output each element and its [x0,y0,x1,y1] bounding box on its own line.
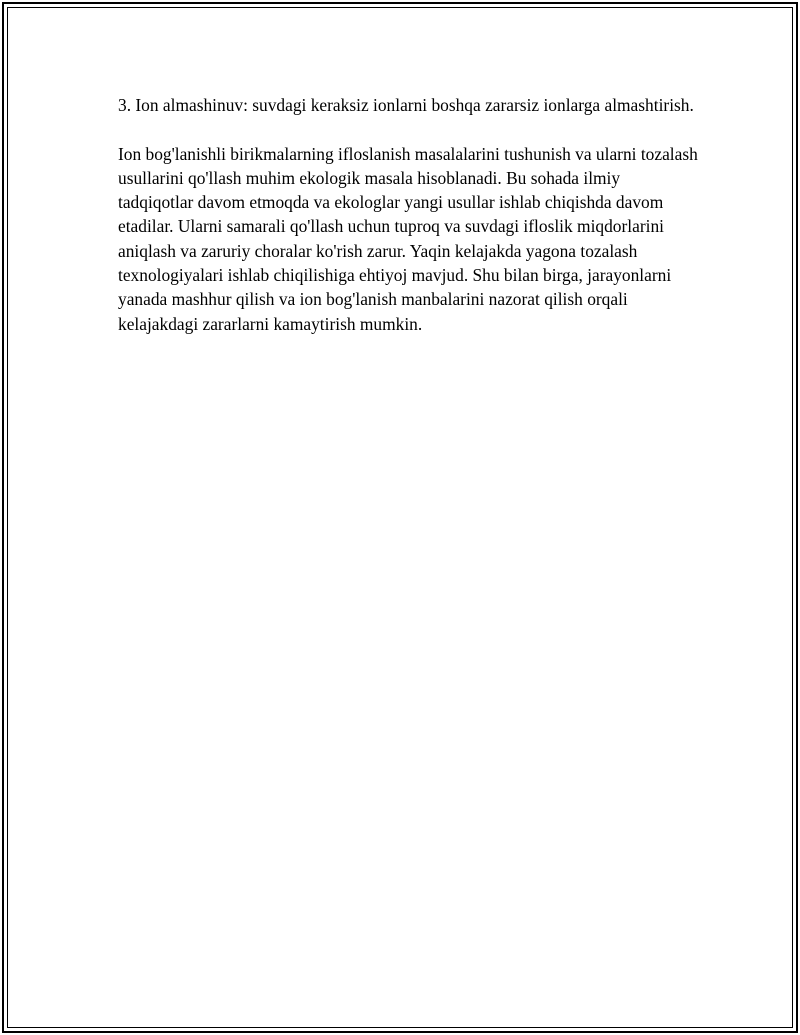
document-body [118,93,698,336]
paragraph-conclusion: Ion bog'lanishli birikmalarning ifloslanish masalalarini tushunish va ularni tozalash usullarini qo'llash muhim ekologik masala hisoblanadi. Bu sohada ilmiy tadqiqotlar davom etmoqda va ekologlar yangi usullar ishlab chiqishda davom etadilar. Ularni samarali qo'llash uchun tuproq va suvdagi ifloslik miqdorlarini aniqlash va zaruriy choralar ko'rish zarur. Yaqin kelajakda yagona tozalash texnologiyalari ishlab chiqilishiga ehtiyoj mavjud. Shu bilan birga, jarayonlarni yanada mashhur qilish va ion bog'lanish manbalarini nazorat qilish orqali kelajakdagi zararlarni kamaytirish mumkin. [118,143,698,334]
paragraph-ion-exchange: 3. Ion almashinuv: suvdagi keraksiz ionlarni boshqa zararsiz ionlarga almashtirish. [118,95,694,115]
